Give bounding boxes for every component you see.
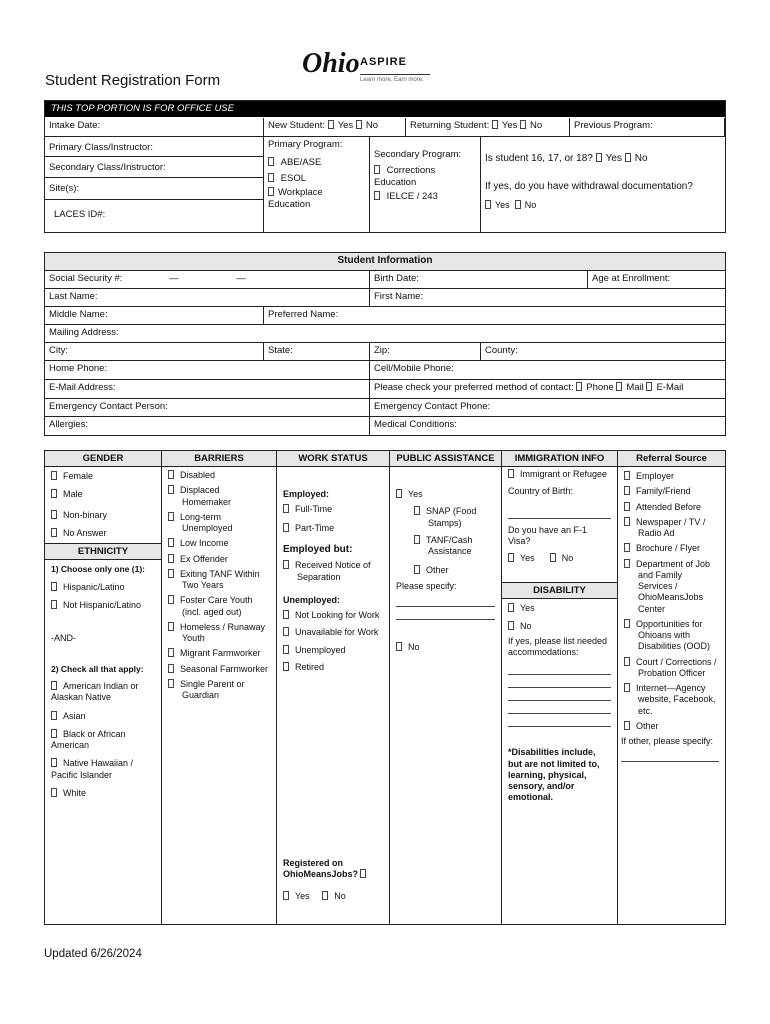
county-field[interactable]: County:: [481, 343, 725, 361]
visa-yes-checkbox[interactable]: [508, 553, 514, 562]
office-use-bar: THIS TOP PORTION IS FOR OFFICE USE: [45, 101, 725, 117]
accommodation-line-2[interactable]: [508, 677, 611, 688]
barrier-checkbox[interactable]: [168, 470, 174, 479]
barrier-option[interactable]: Long-term Unemployed: [168, 512, 270, 535]
accommodation-line-1[interactable]: [508, 664, 611, 675]
snap-option[interactable]: SNAP (Food Stamps): [414, 506, 495, 529]
unavailable-option[interactable]: Unavailable for Work: [283, 627, 383, 638]
last-name-field[interactable]: Last Name:: [45, 289, 370, 307]
unemployed-label: Unemployed:: [283, 594, 341, 605]
barrier-option[interactable]: Exiting TANF Within Two Years: [168, 569, 270, 592]
secondary-class-field[interactable]: Secondary Class/Instructor:: [45, 157, 264, 178]
barrier-checkbox[interactable]: [168, 538, 174, 547]
barrier-checkbox[interactable]: [168, 648, 174, 657]
choose-one-label: 1) Choose only one (1):: [51, 564, 145, 574]
accommodations-label: If yes, please list needed accommodations:: [508, 635, 608, 657]
notice-separation-checkbox[interactable]: [283, 560, 289, 569]
referral-checkbox[interactable]: [624, 619, 630, 628]
work-status-header: WORK STATUS: [277, 451, 389, 467]
disability-no-checkbox[interactable]: [508, 621, 514, 630]
hispanic-checkbox[interactable]: [51, 582, 57, 591]
zip-field[interactable]: Zip:: [370, 343, 481, 361]
state-field[interactable]: State:: [264, 343, 370, 361]
contact-phone-checkbox[interactable]: [576, 382, 582, 391]
barrier-list: [162, 470, 276, 701]
primary-program-field: Primary Program: ABE/ASE ESOL Workplace Education: [264, 137, 370, 232]
not-looking-checkbox[interactable]: [283, 610, 289, 619]
barriers-header: BARRIERS: [162, 451, 276, 467]
accommodation-line-4[interactable]: [508, 703, 611, 714]
country-birth-line[interactable]: [508, 508, 611, 519]
ielce-checkbox[interactable]: [374, 191, 380, 200]
race-option[interactable]: Asian: [51, 711, 155, 722]
gender-option[interactable]: No Answer: [51, 528, 155, 539]
referral-option[interactable]: Court / Corrections / Probation Officer: [624, 657, 719, 680]
abe-ase-checkbox[interactable]: [268, 157, 274, 166]
public-yes-checkbox[interactable]: [396, 489, 402, 498]
tanf-option[interactable]: TANF/Cash Assistance: [414, 535, 495, 558]
other-assistance-checkbox[interactable]: [414, 565, 420, 574]
black-checkbox[interactable]: [51, 729, 57, 738]
gender-option[interactable]: Male: [51, 489, 155, 500]
gender-option[interactable]: Non-binary: [51, 510, 155, 521]
referral-checkbox[interactable]: [624, 543, 630, 552]
part-time-checkbox[interactable]: [283, 523, 289, 532]
laces-id-field[interactable]: LACES ID#:: [45, 200, 264, 232]
ethnicity-option[interactable]: Hispanic/Latino: [51, 582, 155, 593]
race-option[interactable]: Black or African American: [51, 728, 126, 750]
referral-checkbox[interactable]: [624, 486, 630, 495]
registered-checkbox[interactable]: [360, 869, 366, 878]
primary-class-field[interactable]: Primary Class/Instructor:: [45, 137, 264, 157]
new-student-field[interactable]: New Student: Yes No: [264, 118, 406, 137]
barrier-option[interactable]: Displaced Homemaker: [168, 485, 270, 508]
referral-option[interactable]: Internet—Agency website, Facebook, etc.: [624, 683, 719, 717]
secondary-program-field: Secondary Program: Corrections Education IELCE / 243: [370, 137, 481, 232]
referral-checkbox[interactable]: [624, 502, 630, 511]
refugee-checkbox[interactable]: [508, 469, 514, 478]
unavailable-checkbox[interactable]: [283, 627, 289, 636]
age-enrollment-field[interactable]: Age at Enrollment:: [588, 271, 725, 289]
not-hispanic-checkbox[interactable]: [51, 600, 57, 609]
public-assistance-column: [390, 450, 502, 925]
referral-option[interactable]: Family/Friend: [624, 486, 719, 497]
referral-option[interactable]: Opportunities for Ohioans with Disabilities (OOD): [624, 619, 719, 653]
barrier-checkbox[interactable]: [168, 554, 174, 563]
updated-date: Updated 6/26/2024: [44, 948, 142, 960]
ethnicity-option[interactable]: Not Hispanic/Latino: [51, 600, 155, 611]
referral-option[interactable]: Employer: [624, 471, 719, 482]
unemployed-option[interactable]: Unemployed: [283, 645, 383, 656]
barrier-checkbox[interactable]: [168, 622, 174, 631]
public-no-checkbox[interactable]: [396, 642, 402, 651]
barrier-option[interactable]: Ex Offender: [168, 554, 270, 565]
registered-yes-checkbox[interactable]: [283, 891, 289, 900]
american-indian-checkbox[interactable]: [51, 681, 57, 690]
country-birth-label: Country of Birth:: [508, 486, 574, 497]
new-student-yes-checkbox[interactable]: [328, 120, 334, 129]
disability-yes-option[interactable]: Yes: [508, 603, 611, 614]
non-binary-checkbox[interactable]: [51, 510, 57, 519]
barrier-checkbox[interactable]: [168, 569, 174, 578]
barrier-option[interactable]: Homeless / Runaway Youth: [168, 622, 270, 645]
ohio-aspire-logo: [300, 46, 440, 90]
male-checkbox[interactable]: [51, 489, 57, 498]
accommodation-line-3[interactable]: [508, 690, 611, 701]
specify-line-2[interactable]: [396, 609, 495, 620]
specify-line-1[interactable]: [396, 596, 495, 607]
barriers-column: [162, 450, 277, 925]
visa-no-checkbox[interactable]: [550, 553, 556, 562]
age-yes-checkbox[interactable]: [596, 153, 602, 162]
asian-checkbox[interactable]: [51, 711, 57, 720]
email-field[interactable]: E-Mail Address:: [45, 380, 370, 399]
logo-rule: [360, 74, 430, 75]
barrier-checkbox[interactable]: [168, 512, 174, 521]
disability-yes-checkbox[interactable]: [508, 603, 514, 612]
accommodation-line-5[interactable]: [508, 716, 611, 727]
please-specify-label: Please specify:: [396, 580, 457, 591]
employed-but-label: Employed but:: [283, 543, 353, 555]
barrier-checkbox[interactable]: [168, 664, 174, 673]
unemployed-checkbox[interactable]: [283, 645, 289, 654]
city-field[interactable]: City:: [45, 343, 264, 361]
contact-preference-field: Please check your preferred method of contact: Phone Mail E-Mail: [370, 380, 725, 399]
full-time-checkbox[interactable]: [283, 504, 289, 513]
barrier-option[interactable]: Foster Care Youth (incl. aged out): [168, 595, 270, 618]
notice-separation-option[interactable]: Received Notice of Separation: [283, 560, 383, 583]
registered-ohiomeansjobs-label: Registered on OhioMeansJobs?: [283, 858, 383, 881]
corrections-education-checkbox[interactable]: [374, 165, 380, 174]
registered-no-checkbox[interactable]: [322, 891, 328, 900]
first-name-field[interactable]: First Name:: [370, 289, 725, 307]
retired-option[interactable]: Retired: [283, 662, 383, 673]
returning-no-checkbox[interactable]: [520, 120, 526, 129]
ohio-logo-text: Ohio: [302, 48, 360, 79]
workplace-education-checkbox[interactable]: [268, 187, 274, 196]
student-info-header: Student Information: [45, 253, 725, 271]
middle-name-field[interactable]: Middle Name:: [45, 307, 264, 325]
check-all-label: 2) Check all that apply:: [51, 664, 144, 675]
aspire-logo-text: ASPIRE: [360, 56, 407, 68]
intake-date-field[interactable]: Intake Date:: [45, 118, 264, 137]
barrier-option[interactable]: Low Income: [168, 538, 270, 549]
ethnicity-header: ETHNICITY: [45, 543, 161, 560]
sites-field[interactable]: Site(s):: [45, 178, 264, 200]
referral-other-line[interactable]: [621, 751, 719, 762]
referral-checkbox[interactable]: [624, 517, 630, 526]
barrier-checkbox[interactable]: [168, 485, 174, 494]
age-question-field: Is student 16, 17, or 18? Yes No If yes, do you have withdrawal documentation? Yes No: [485, 153, 693, 210]
employed-label: Employed:: [283, 489, 330, 499]
gender-header: GENDER: [45, 451, 161, 467]
page-title: Student Registration Form: [45, 72, 221, 89]
barrier-checkbox[interactable]: [168, 595, 174, 604]
and-label: -AND-: [51, 633, 76, 644]
withdrawal-yes-checkbox[interactable]: [485, 200, 491, 209]
preferred-name-field[interactable]: Preferred Name:: [264, 307, 725, 325]
referral-checkbox[interactable]: [624, 559, 630, 568]
referral-checkbox[interactable]: [624, 471, 630, 480]
race-option[interactable]: Native Hawaiian / Pacific Islander: [51, 758, 134, 780]
full-time-option[interactable]: Full-Time: [283, 504, 383, 515]
withdrawal-no-checkbox[interactable]: [515, 200, 521, 209]
new-student-no-checkbox[interactable]: [356, 120, 362, 129]
referral-option[interactable]: Newspaper / TV / Radio Ad: [624, 517, 719, 540]
barrier-option[interactable]: Disabled: [168, 470, 270, 481]
barrier-option[interactable]: Single Parent or Guardian: [168, 679, 270, 702]
white-checkbox[interactable]: [51, 788, 57, 797]
referral-checkbox[interactable]: [624, 683, 630, 692]
snap-checkbox[interactable]: [414, 506, 420, 515]
esol-checkbox[interactable]: [268, 173, 274, 182]
tanf-checkbox[interactable]: [414, 535, 420, 544]
immigration-header: IMMIGRATION INFO: [502, 451, 617, 467]
home-phone-field[interactable]: Home Phone:: [45, 361, 370, 380]
female-checkbox[interactable]: [51, 471, 57, 480]
other-assistance-option[interactable]: Other: [414, 565, 495, 576]
ssn-field[interactable]: Social Security #: — —: [45, 271, 370, 289]
referral-option[interactable]: Brochure / Flyer: [624, 543, 719, 554]
public-assistance-header: PUBLIC ASSISTANCE: [390, 451, 501, 467]
visa-question: Do you have an F-1 Visa?: [508, 524, 588, 546]
logo-tagline: Learn more. Earn more.: [360, 77, 424, 83]
disability-no-option[interactable]: No: [508, 621, 611, 632]
part-time-option[interactable]: Part-Time: [283, 523, 383, 534]
barrier-option[interactable]: Migrant Farmworker: [168, 648, 270, 659]
referral-column: [618, 450, 726, 925]
referral-option[interactable]: Department of Job and Family Services / OhioMeansJobs Center: [624, 559, 719, 615]
disability-header: DISABILITY: [502, 582, 617, 599]
emergency-phone-field[interactable]: Emergency Contact Phone:: [370, 399, 725, 417]
gender-column: [44, 450, 162, 925]
referral-list: [618, 471, 725, 732]
referral-checkbox[interactable]: [624, 657, 630, 666]
emergency-person-field[interactable]: Emergency Contact Person:: [45, 399, 370, 417]
work-status-column: WORK STATUS Employed: Full-Time Part-Time Employed but: Received Notice of Separation Unemployed: Not Looking for Work Unavailable for Work Unemployed Retired Registered on OhioMeansJobs? Yes No: [277, 450, 390, 925]
gender-option[interactable]: Female: [51, 471, 155, 482]
barrier-option[interactable]: Seasonal Farmworker: [168, 664, 270, 675]
cell-phone-field[interactable]: Cell/Mobile Phone:: [370, 361, 725, 380]
no-answer-checkbox[interactable]: [51, 528, 57, 537]
birth-date-field[interactable]: Birth Date:: [370, 271, 588, 289]
referral-checkbox[interactable]: [624, 721, 630, 730]
returning-yes-checkbox[interactable]: [492, 120, 498, 129]
immigration-column: IMMIGRATION INFO Immigrant or Refugee Country of Birth: Do you have an F-1 Visa? Yes No DISABILITY Yes No If yes, please list needed accommodations: *Disabilities include, but are not limited to, learning, physical, sensory, and/or emotional.: [502, 450, 618, 925]
public-yes-option[interactable]: Yes: [396, 489, 495, 500]
allergies-field[interactable]: Allergies:: [45, 417, 370, 435]
race-option[interactable]: White: [51, 788, 155, 799]
race-option[interactable]: American Indian or Alaskan Native: [51, 681, 139, 703]
referral-option[interactable]: Attended Before: [624, 502, 719, 513]
returning-student-field[interactable]: Returning Student: Yes No: [406, 118, 570, 137]
barrier-checkbox[interactable]: [168, 679, 174, 688]
mailing-address-field[interactable]: Mailing Address:: [45, 325, 725, 343]
previous-program-field[interactable]: Previous Program:: [570, 118, 725, 137]
refugee-option[interactable]: Immigrant or Refugee: [508, 469, 611, 480]
medical-conditions-field[interactable]: Medical Conditions:: [374, 419, 457, 430]
public-no-option[interactable]: No: [396, 642, 495, 653]
retired-checkbox[interactable]: [283, 662, 289, 671]
disability-note: *Disabilities include, but are not limited to, learning, physical, sensory, and/or emotional.: [508, 747, 600, 803]
age-no-checkbox[interactable]: [625, 153, 631, 162]
native-hawaiian-checkbox[interactable]: [51, 758, 57, 767]
contact-mail-checkbox[interactable]: [616, 382, 622, 391]
contact-email-checkbox[interactable]: [646, 382, 652, 391]
referral-header: Referral Source: [618, 451, 725, 467]
referral-option[interactable]: Other: [624, 721, 719, 732]
not-looking-option[interactable]: Not Looking for Work: [283, 610, 383, 621]
referral-other-specify-label: If other, please specify:: [621, 736, 714, 746]
